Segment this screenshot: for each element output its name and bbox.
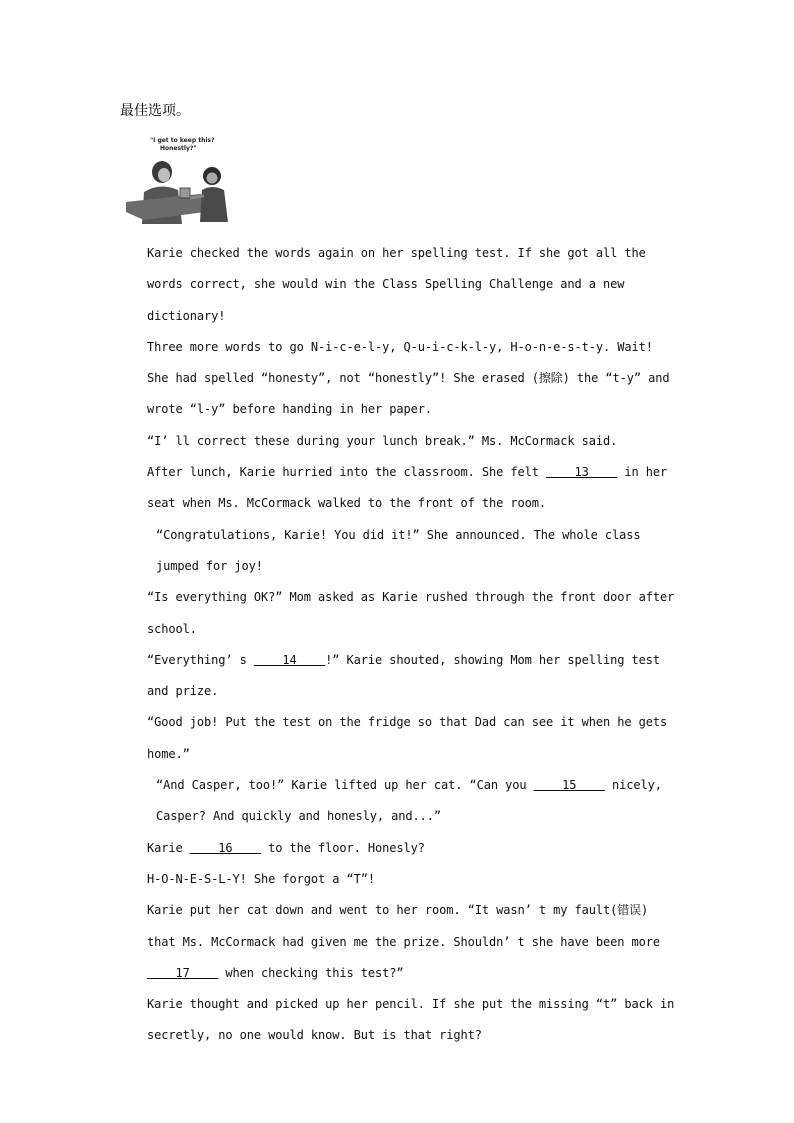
paragraph-7: “Everything’ s 14 !” Karie shouted, showing Mom her spelling test and prize. xyxy=(147,652,660,699)
story-illustration xyxy=(120,132,240,224)
paragraph-2: Three more words to go N-i-c-e-l-y, Q-u-i-c-k-l-y, H-o-n-e-s-t-y. Wait! She had spelled “honesty”, not “honestly”! She erased (擦除) the “t-y” and wrote “l-y” before handing in her paper. xyxy=(147,339,670,417)
paragraph-4: After lunch, Karie hurried into the classroom. She felt 13 in her seat when Ms. McCormack walked to the front of the room. xyxy=(147,465,668,511)
student-body-shape xyxy=(200,187,228,222)
paragraph-1: Karie checked the words again on her spelling test. If she got all the words correct, she would win the Class Spelling Challenge and a new dictionary! xyxy=(147,246,646,323)
paragraph-9: “And Casper, too!” Karie lifted up her cat. “Can you 15 nicely, Casper? And quickly and honesly, and...” xyxy=(156,778,662,824)
story-text xyxy=(120,238,680,1052)
blank-14: 14 xyxy=(253,652,326,667)
student-arm-shape xyxy=(190,196,204,198)
blank-16: 16 xyxy=(189,840,261,855)
student-face-shape xyxy=(207,173,218,184)
blank-13: 13 xyxy=(545,465,618,480)
blank-17: 17 xyxy=(147,965,219,980)
section-heading: 最佳选项。 xyxy=(120,103,190,119)
paragraph-11: H-O-N-E-S-L-Y! She forgot a “T”! xyxy=(147,871,375,886)
illustration-caption-line2: Honestly?" xyxy=(160,145,197,152)
paragraph-12: Karie put her cat down and went to her room. “It wasn’ t my fault(错误) that Ms. McCormack had given me the prize. Shouldn’ t she have been more 17 when checking this test?” xyxy=(147,903,660,980)
paragraph-8: “Good job! Put the test on the fridge so that Dad can see it when he gets home.” xyxy=(147,715,668,761)
teacher-face-shape xyxy=(158,168,170,182)
paragraph-3: “I’ ll correct these during your lunch break.” Ms. McCormack said. xyxy=(147,433,618,448)
illustration-caption-line1: "I get to keep this? xyxy=(150,137,215,144)
trophy-shape xyxy=(180,188,190,198)
blank-15: 15 xyxy=(533,778,605,793)
paragraph-13: Karie thought and picked up her pencil. If she put the missing “t” back in secretly, no one would know. But is that right? xyxy=(147,997,675,1043)
paragraph-10: Karie 16 to the floor. Honesly? xyxy=(147,840,425,855)
paragraph-5: “Congratulations, Karie! You did it!” She announced. The whole class jumped for joy! xyxy=(156,527,641,573)
paragraph-6: “Is everything OK?” Mom asked as Karie rushed through the front door after school. xyxy=(147,590,675,636)
